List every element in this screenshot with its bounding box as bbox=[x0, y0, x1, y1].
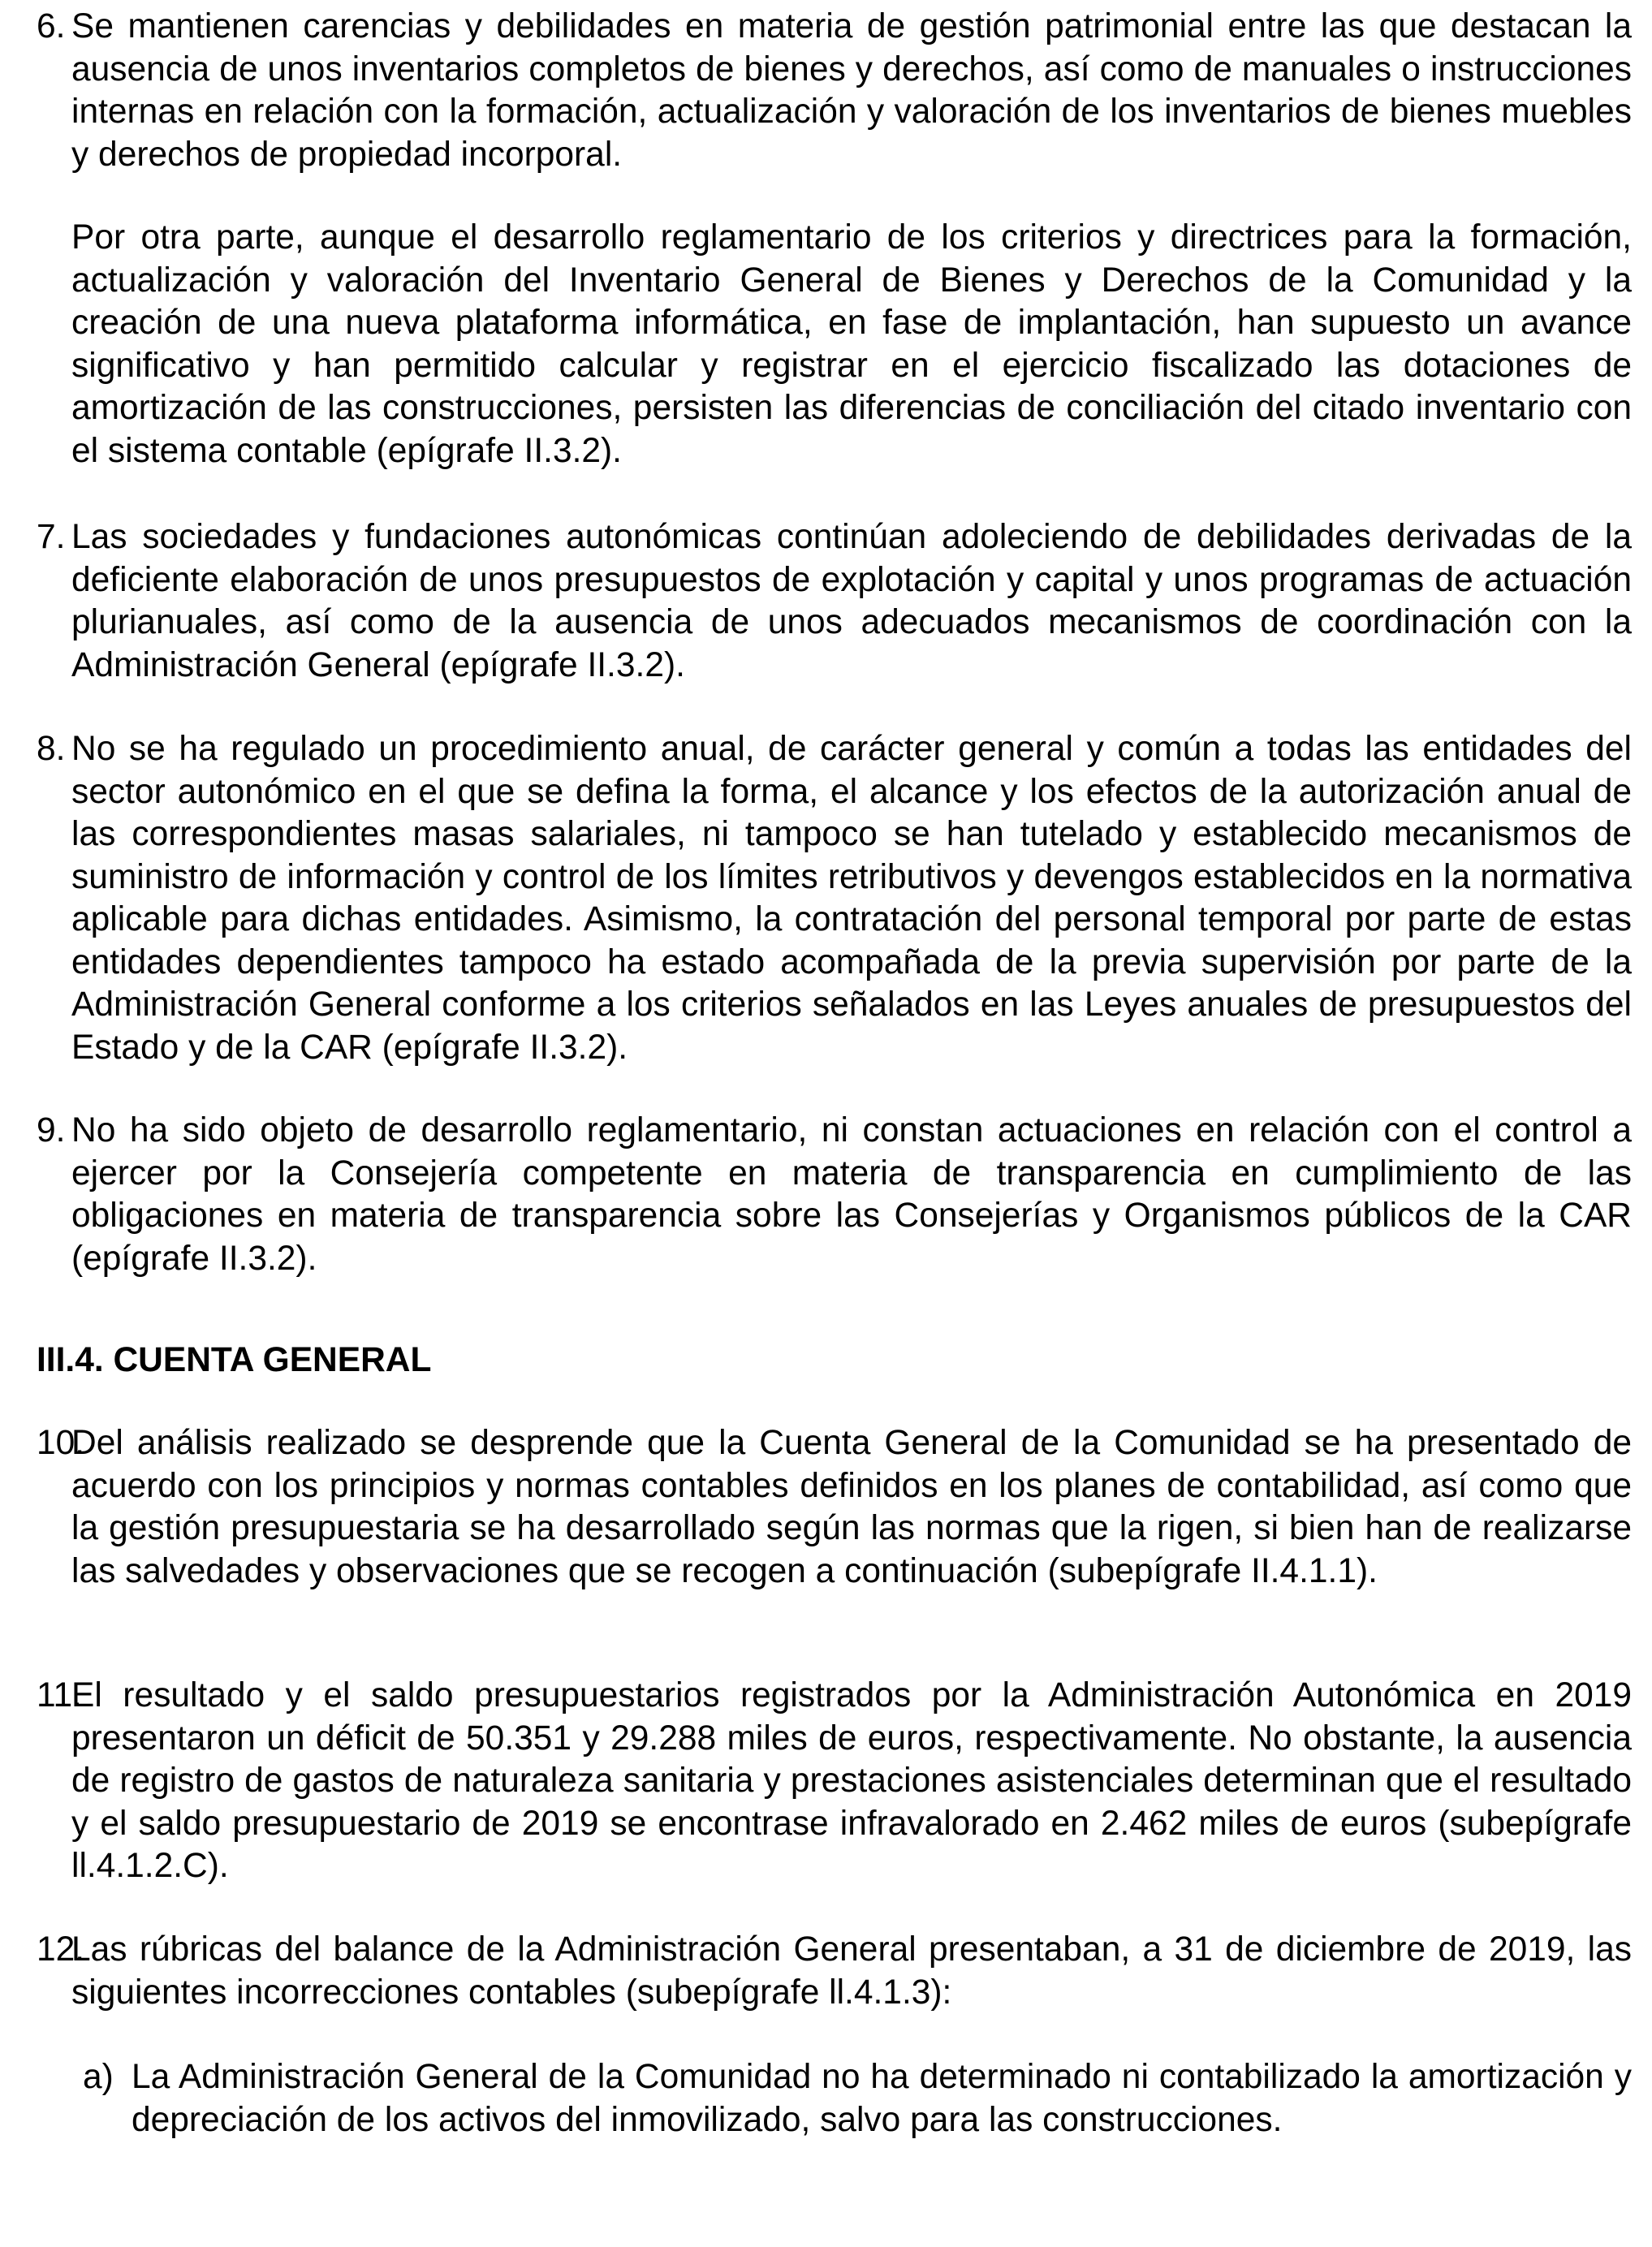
item-10-paragraph: Del análisis realizado se desprende que la Cuenta General de la Comunidad se ha presentado de acuerdo con los principios y normas contables definidos en los planes de contabilidad, así como que la gestión presupuestaria se ha desarrollado según las normas que la rigen, si bien han de realizarse las salvedades y observaciones que se recogen a continuación (subepígrafe II.4.1.1). bbox=[71, 1424, 1632, 1590]
item-number-7: 7. bbox=[37, 518, 66, 556]
item-number-6: 6. bbox=[37, 7, 66, 45]
item-6-paragraph-1: Se mantienen carencias y debilidades en materia de gestión patrimonial entre las que destacan la ausencia de unos inventarios completos de bienes y derechos, así como de manuales o instrucciones internas en relación con la formación, actualización y valoración de los inventarios de bienes muebles y derechos de propiedad incorporal. bbox=[71, 7, 1632, 174]
item-number-8: 8. bbox=[37, 730, 66, 768]
item-number-10: 10. bbox=[37, 1424, 85, 1462]
subitem-letter-a: a) bbox=[83, 2058, 114, 2096]
subitem-a-paragraph: La Administración General de la Comunidad no ha determinado ni contabilizado la amortización y depreciación de los activos del inmovilizado, salvo para las construcciones. bbox=[132, 2058, 1632, 2139]
item-number-9: 9. bbox=[37, 1111, 66, 1149]
item-number-11: 11. bbox=[37, 1676, 82, 1714]
item-6-paragraph-2: Por otra parte, aunque el desarrollo reglamentario de los criterios y directrices para la formación, actualización y valoración del Inventario General de Bienes y Derechos de la Comunidad y la creación de una nueva plataforma informática, en fase de implantación, han supuesto un avance significativo y han permitido calcular y registrar en el ejercicio fiscalizado las dotaciones de amortización de las construcciones, persisten las diferencias de conciliación del citado inventario con el sistema contable (epígrafe II.3.2). bbox=[71, 218, 1632, 470]
item-11-paragraph: El resultado y el saldo presupuestarios registrados por la Administración Autonómica en 2019 presentaron un déficit de 50.351 y 29.288 miles de euros, respectivamente. No obstante, la ausencia de registro de gastos de naturaleza sanitaria y prestaciones asistenciales determinan que el resultado y el saldo presupuestario de 2019 se encontrase infravalorado en 2.462 miles de euros (subepígrafe ll.4.1.2.C). bbox=[71, 1676, 1632, 1885]
item-7-paragraph: Las sociedades y fundaciones autonómicas continúan adoleciendo de debilidades derivadas de la deficiente elaboración de unos presupuestos de explotación y capital y unos programas de actuación plurianuales, así como de la ausencia de unos adecuados mecanismos de coordinación con la Administración General (epígrafe II.3.2). bbox=[71, 518, 1632, 684]
item-9-paragraph: No ha sido objeto de desarrollo reglamentario, ni constan actuaciones en relación con el control a ejercer por la Consejería competente en materia de transparencia en cumplimiento de las obligaciones en materia de transparencia sobre las Consejerías y Organismos públicos de la CAR (epígrafe II.3.2). bbox=[71, 1111, 1632, 1278]
item-12-paragraph: Las rúbricas del balance de la Administración General presentaban, a 31 de diciembre de 2019, las siguientes incorrecciones contables (subepígrafe ll.4.1.3): bbox=[71, 1930, 1632, 2012]
item-number-12: 12. bbox=[37, 1930, 85, 1969]
section-heading: III.4. CUENTA GENERAL bbox=[37, 1341, 432, 1379]
item-8-paragraph: No se ha regulado un procedimiento anual, de carácter general y común a todas las entidades del sector autonómico en el que se defina la forma, el alcance y los efectos de la autorización anual de las correspondientes masas salariales, ni tampoco se han tutelado y establecido mecanismos de suministro de información y control de los límites retributivos y devengos establecidos en la normativa aplicable para dichas entidades. Asimismo, la contratación del personal temporal por parte de estas entidades dependientes tampoco ha estado acompañada de la previa supervisión por parte de la Administración General conforme a los criterios señalados en las Leyes anuales de presupuestos del Estado y de la CAR (epígrafe II.3.2). bbox=[71, 730, 1632, 1067]
